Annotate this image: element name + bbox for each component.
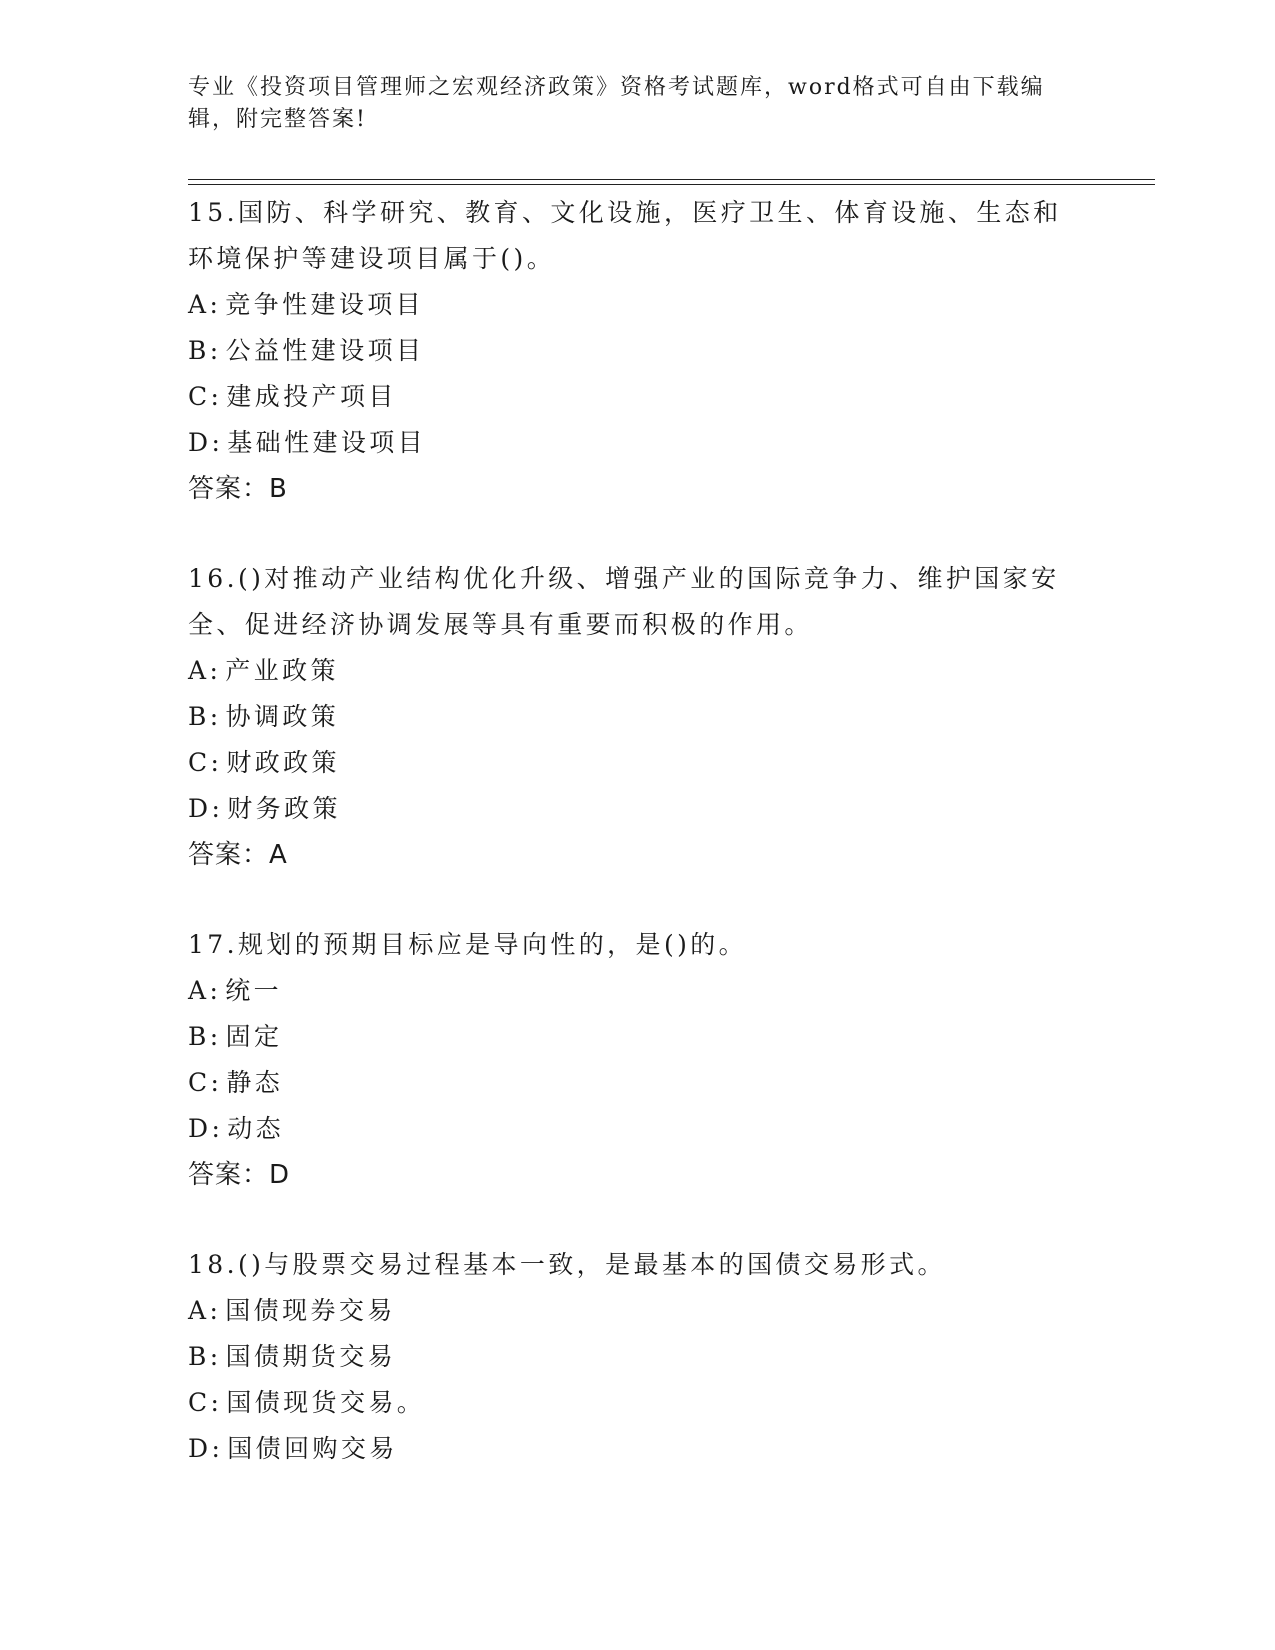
option-letter: C: — [188, 748, 223, 777]
question-stem: 17.规划的预期目标应是导向性的，是()的。 — [188, 930, 748, 959]
option-text: 固定 — [225, 1022, 283, 1051]
option-c — [188, 1060, 1088, 1106]
option-letter: A: — [188, 290, 222, 319]
option-letter: D: — [188, 794, 224, 823]
question-stem: 16.()对推动产业结构优化升级、增强产业的国际竞争力、维护国家安全、促进经济协调发展等具有重要而积极的作用。 — [188, 564, 1060, 639]
option-text: 国债回购交易 — [227, 1434, 398, 1463]
header-rule-bottom — [188, 184, 1155, 185]
option-letter: B: — [188, 702, 222, 731]
option-text: 协调政策 — [225, 702, 340, 731]
option-text: 竞争性建设项目 — [225, 290, 425, 319]
option-text: 财务政策 — [227, 794, 341, 823]
option-letter: A: — [188, 1296, 222, 1325]
option-text: 产业政策 — [225, 656, 339, 685]
option-letter: B: — [188, 1022, 222, 1051]
question-stem: 15.国防、科学研究、教育、文化设施，医疗卫生、体育设施、生态和环境保护等建设项目属于()。 — [188, 198, 1062, 273]
option-letter: B: — [188, 336, 222, 365]
option-a — [188, 648, 1088, 694]
option-d — [188, 786, 1088, 832]
option-c — [188, 740, 1088, 786]
option-a — [188, 1288, 1088, 1334]
option-letter: D: — [188, 1114, 224, 1143]
option-c — [188, 1380, 1088, 1426]
option-letter: B: — [188, 1342, 222, 1371]
option-letter: C: — [188, 382, 223, 411]
option-text: 国债现券交易 — [225, 1296, 396, 1325]
document-header: 专业《投资项目管理师之宏观经济政策》资格考试题库，word格式可自由下载编辑，附完整答案! — [188, 75, 1045, 132]
option-text: 国债期货交易 — [225, 1342, 397, 1371]
option-b — [188, 1334, 1088, 1380]
option-letter: A: — [188, 656, 222, 685]
option-text: 静态 — [226, 1068, 284, 1097]
option-text: 公益性建设项目 — [225, 336, 425, 365]
option-b — [188, 694, 1088, 740]
question-list — [188, 190, 1088, 1472]
answer-line: 答案：B — [188, 474, 288, 504]
option-text: 建成投产项目 — [226, 382, 397, 411]
answer-line: 答案：D — [188, 1160, 291, 1190]
option-text: 财政政策 — [226, 748, 340, 777]
option-c — [188, 374, 1088, 420]
option-text: 动态 — [227, 1114, 285, 1143]
option-d — [188, 1106, 1088, 1152]
option-d — [188, 1426, 1088, 1472]
option-letter: C: — [188, 1388, 223, 1417]
question-16 — [188, 556, 1088, 878]
option-b — [188, 328, 1088, 374]
option-letter: D: — [188, 1434, 224, 1463]
option-a — [188, 282, 1088, 328]
option-text: 统一 — [225, 976, 283, 1005]
option-b — [188, 1014, 1088, 1060]
option-text: 基础性建设项目 — [227, 428, 427, 457]
question-15 — [188, 190, 1088, 512]
option-letter: A: — [188, 976, 222, 1005]
answer-line: 答案：A — [188, 840, 288, 870]
option-letter: D: — [188, 428, 224, 457]
option-letter: C: — [188, 1068, 223, 1097]
question-18 — [188, 1242, 1088, 1472]
header-rule-top — [188, 179, 1155, 180]
question-17 — [188, 922, 1088, 1198]
question-stem: 18.()与股票交易过程基本一致，是最基本的国债交易形式。 — [188, 1250, 946, 1279]
option-a — [188, 968, 1088, 1014]
option-text: 国债现货交易。 — [226, 1388, 426, 1417]
option-d — [188, 420, 1088, 466]
